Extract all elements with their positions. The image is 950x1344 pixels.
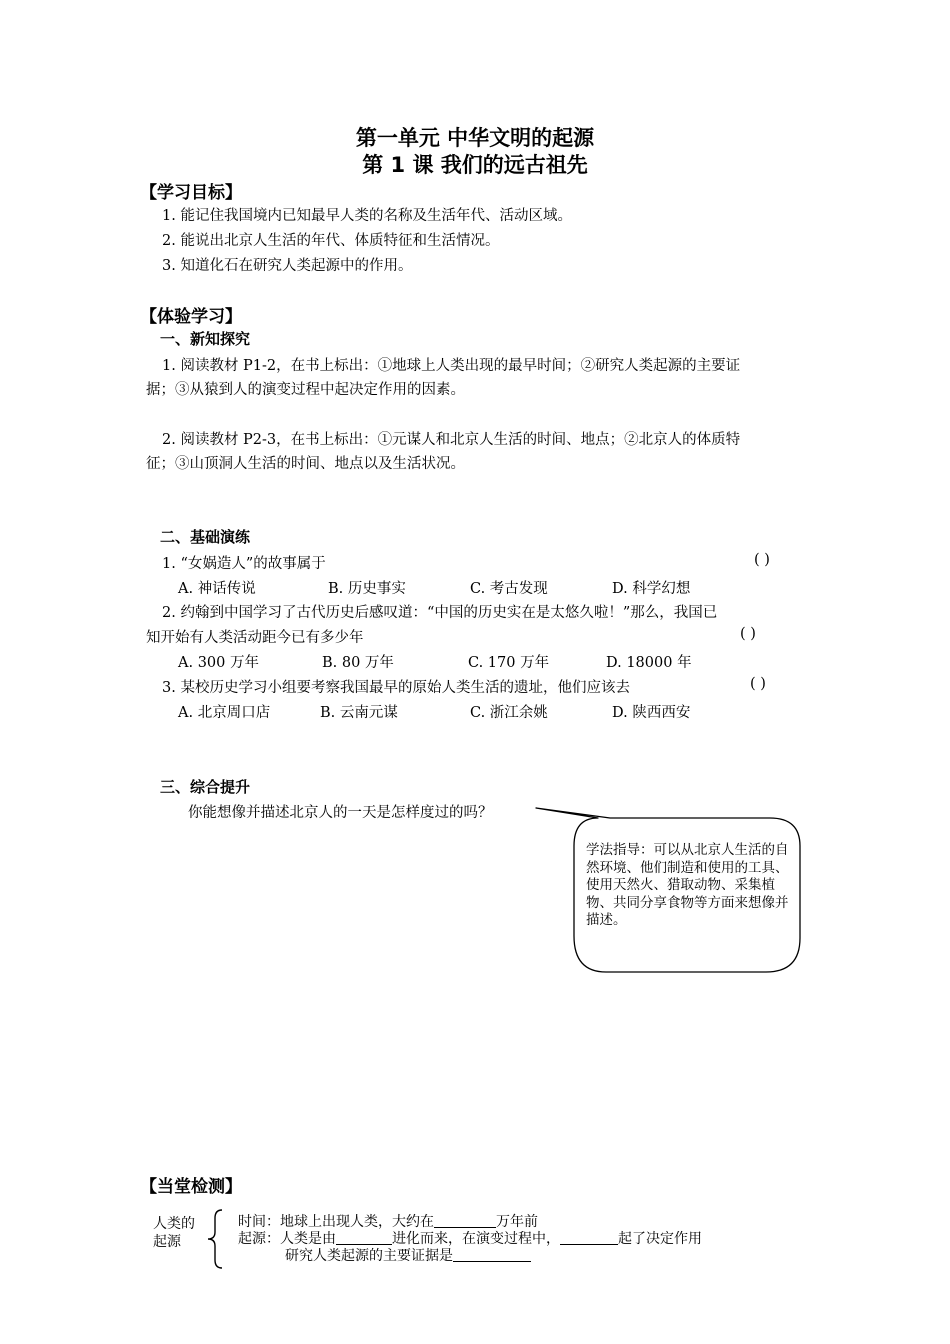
origin-label-line2: 起源 (153, 1234, 181, 1250)
option-a: A. 神话传说 (178, 581, 256, 597)
answer-paren: ( ) (754, 552, 770, 568)
option-b: B. 历史事实 (328, 581, 406, 597)
option-b: B. 云南元谋 (320, 705, 398, 721)
part3-heading: 三、综合提升 (160, 778, 251, 796)
check-row-time: 时间：地球上出现人类，大约在 万年前 (238, 1214, 538, 1230)
unit-title: 第一单元 中华文明的起源 (355, 126, 595, 150)
objective-item: 1. 能记住我国境内已知最早人类的名称及生活年代、活动区域。 (162, 208, 572, 224)
part2-q1-stem: 1. “女娲造人”的故事属于 (162, 556, 326, 572)
experience-heading: 【体验学习】 (140, 307, 242, 327)
option-a: A. 北京周口店 (178, 705, 271, 721)
blank-field[interactable] (560, 1230, 618, 1245)
blank-field[interactable] (453, 1247, 531, 1262)
check-heading: 【当堂检测】 (140, 1177, 242, 1197)
blank-field[interactable] (434, 1213, 496, 1228)
part2-heading: 二、基础演练 (160, 528, 251, 546)
option-a: A. 300 万年 (178, 655, 259, 671)
check-row-evidence: 研究人类起源的主要证据是 (285, 1245, 531, 1265)
check-row-origin: 起源：人类是由 进化而来，在演变过程中， 起了决定作用 (238, 1231, 702, 1247)
part3-question: 你能想像并描述北京人的一天是怎样度过的吗？ (188, 805, 493, 821)
part1-q2-line1: 2. 阅读教材 P2-3，在书上标出：①元谋人和北京人生活的时间、地点；②北京人的体质特 (162, 432, 741, 448)
origin-label-line1: 人类的 (153, 1216, 195, 1232)
blank-field[interactable] (336, 1230, 392, 1245)
option-d: D. 陕西西安 (612, 705, 691, 721)
option-b: B. 80 万年 (322, 655, 394, 671)
part2-q2-stem-line2: 知开始有人类活动距今已有多少年 (146, 630, 364, 646)
tip-text: 学法指导：可以从北京人生活的自然环境、他们制造和使用的工具、使用天然火、猎取动物、采集植物、共同分享食物等方面来想像并描述。 (586, 842, 789, 928)
part1-q1-line1: 1. 阅读教材 P1-2，在书上标出：①地球上人类出现的最早时间；②研究人类起源的主要证 (162, 358, 741, 374)
objective-item: 3. 知道化石在研究人类起源中的作用。 (162, 258, 413, 274)
objectives-heading: 【学习目标】 (140, 183, 242, 203)
part2-q3-stem: 3. 某校历史学习小组要考察我国最早的原始人类生活的遗址，他们应该去 (162, 680, 630, 696)
option-c: C. 考古发现 (470, 581, 548, 597)
answer-paren: ( ) (740, 626, 756, 642)
part1-heading: 一、新知探究 (160, 330, 251, 348)
option-d: D. 18000 年 (606, 655, 692, 671)
lesson-title: 第 1 课 我们的远古祖先 (362, 153, 588, 177)
curly-brace-icon (204, 1208, 226, 1270)
option-d: D. 科学幻想 (612, 581, 691, 597)
option-c: C. 170 万年 (468, 655, 550, 671)
objective-item: 2. 能说出北京人生活的年代、体质特征和生活情况。 (162, 233, 500, 249)
option-c: C. 浙江余姚 (470, 705, 548, 721)
answer-paren: ( ) (750, 676, 766, 692)
part1-q2-line2: 征；③山顶洞人生活的时间、地点以及生活状况。 (146, 456, 465, 472)
part2-q2-stem-line1: 2. 约翰到中国学习了古代历史后感叹道：“中国的历史实在是太悠久啦！”那么，我国已 (162, 605, 718, 621)
part1-q1-line2: 据；③从猿到人的演变过程中起决定作用的因素。 (146, 382, 465, 398)
